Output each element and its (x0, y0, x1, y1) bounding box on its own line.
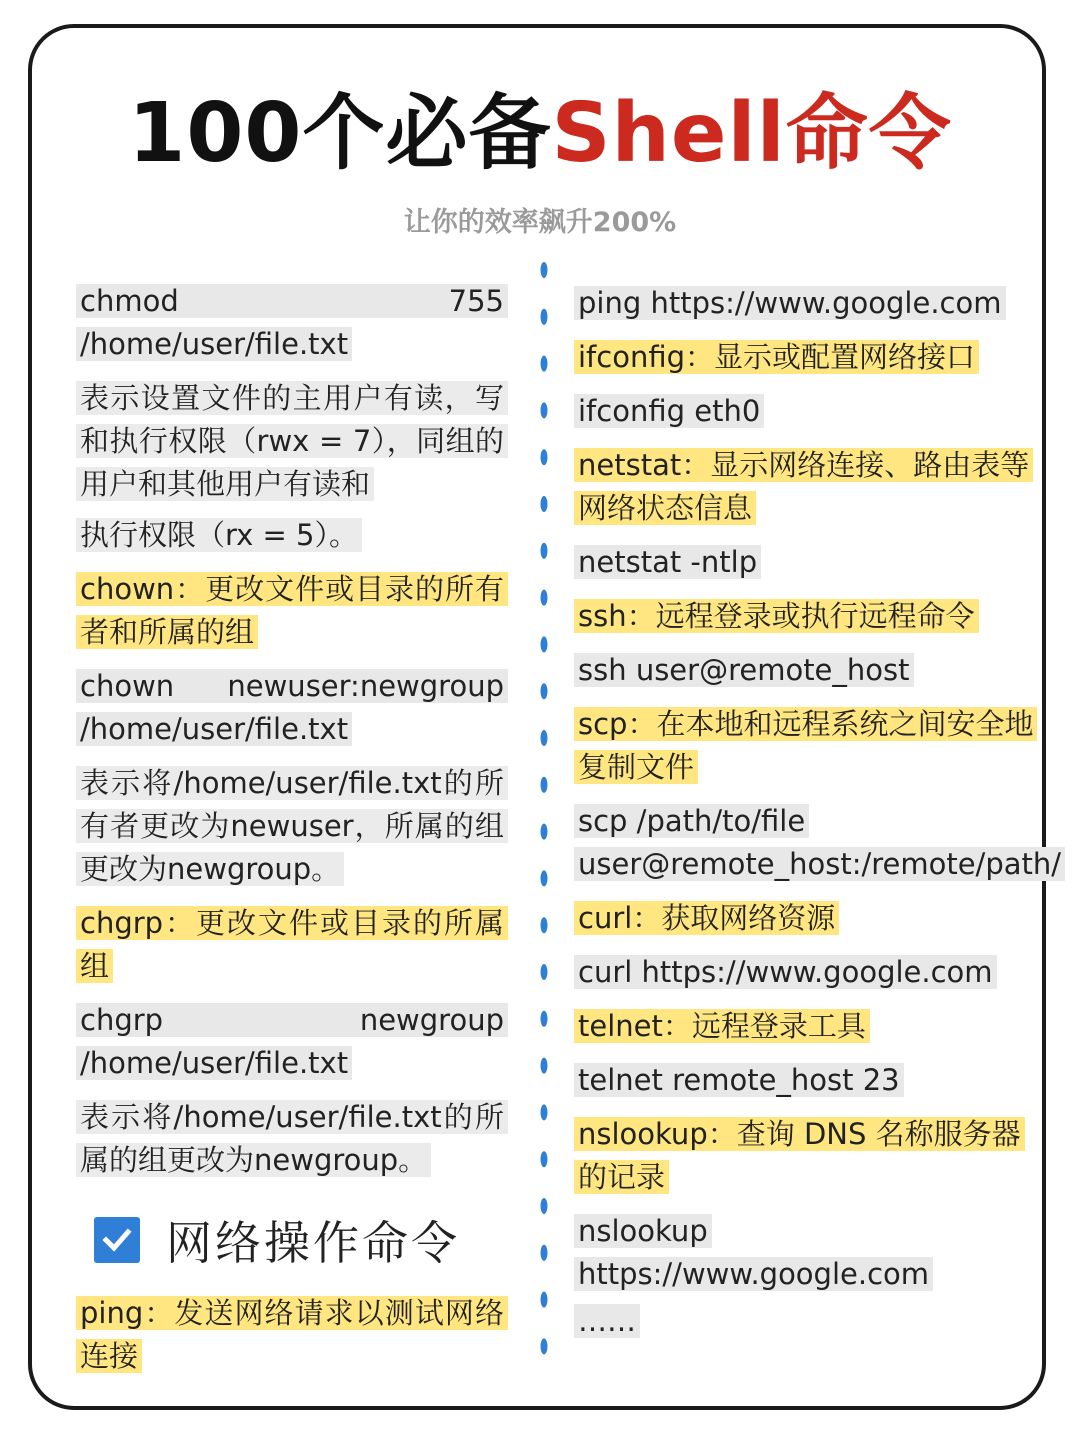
chgrp-description-text: 表示将/home/user/file.txt的所属的组更改为newgroup。 (76, 1100, 508, 1177)
ifconfig-definition (574, 336, 1034, 379)
telnet-definition (574, 1005, 1034, 1048)
title-part1: 100个必备 (128, 86, 552, 181)
ifconfig-command-text: ifconfig eth0 (574, 394, 764, 428)
divider-dot (541, 356, 548, 372)
divider-dot (541, 590, 548, 606)
ping-command (574, 282, 1034, 325)
curl-command (574, 951, 1034, 994)
chmod-description (76, 377, 508, 506)
netstat-definition (574, 444, 1034, 530)
divider-dot (541, 543, 548, 559)
divider-dot (541, 309, 548, 325)
nslookup-command-text: nslookup https://www.google.com (574, 1214, 933, 1291)
divider-dot (541, 1338, 548, 1354)
chmod-description-text-2: 执行权限（rx = 5）。 (76, 518, 362, 552)
nslookup-definition-text: nslookup：查询 DNS 名称服务器的记录 (574, 1117, 1025, 1194)
divider-dot (541, 1058, 548, 1074)
scp-definition (574, 703, 1034, 789)
divider-dot (541, 964, 548, 980)
chown-description-text: 表示将/home/user/file.txt的所有者更改为newuser，所属的组更改为newgroup。 (76, 766, 508, 886)
ping-definition (76, 1292, 508, 1378)
dotted-divider (538, 262, 550, 1402)
divider-dot (541, 262, 548, 278)
checkbox-checked-icon (94, 1217, 140, 1263)
ssh-command-text: ssh user@remote_host (574, 653, 914, 687)
netstat-definition-text: netstat：显示网络连接、路由表等网络状态信息 (574, 448, 1033, 525)
ping-command-text: ping https://www.google.com (574, 286, 1006, 320)
chown-definition-text: chown：更改文件或目录的所有者和所属的组 (76, 572, 508, 649)
divider-dot (541, 730, 548, 746)
divider-dot (541, 636, 548, 652)
title-part2: Shell命令 (551, 86, 952, 181)
ssh-command (574, 649, 1034, 692)
divider-dot (541, 870, 548, 886)
chmod-description-cont (76, 514, 508, 557)
chgrp-command-text: chgrp newgroup /home/user/file.txt (76, 1003, 508, 1080)
divider-dot (541, 402, 548, 418)
chmod-command-text: chmod 755 /home/user/file.txt (76, 284, 508, 361)
scp-definition-text: scp：在本地和远程系统之间安全地复制文件 (574, 707, 1037, 784)
telnet-command (574, 1059, 1034, 1102)
section-title: 网络操作命令 (166, 1216, 460, 1270)
nslookup-definition (574, 1113, 1034, 1199)
nslookup-command (574, 1210, 1034, 1296)
ellipsis-text: …… (574, 1304, 640, 1338)
divider-dot (541, 1245, 548, 1261)
chmod-description-text-1: 表示设置文件的主用户有读，写和执行权限（rwx = 7），同组的用户和其他用户有读和 (76, 381, 508, 501)
chown-description (76, 762, 508, 891)
divider-dot (541, 496, 548, 512)
divider-dot (541, 1151, 548, 1167)
ssh-definition (574, 595, 1034, 638)
ssh-definition-text: ssh：远程登录或执行远程命令 (574, 599, 979, 633)
chgrp-definition (76, 902, 508, 988)
section-network (94, 1208, 508, 1272)
scp-command (574, 800, 1062, 886)
divider-dot (541, 683, 548, 699)
divider-dot (541, 1292, 548, 1308)
netstat-command-text: netstat -ntlp (574, 545, 761, 579)
chgrp-description (76, 1096, 508, 1182)
ellipsis (574, 1300, 1034, 1343)
chown-definition (76, 568, 508, 654)
telnet-definition-text: telnet：远程登录工具 (574, 1009, 870, 1043)
divider-dot (541, 917, 548, 933)
divider-dot (541, 1198, 548, 1214)
curl-definition (574, 897, 1034, 940)
curl-command-text: curl https://www.google.com (574, 955, 997, 989)
ifconfig-definition-text: ifconfig：显示或配置网络接口 (574, 340, 979, 374)
left-column (76, 280, 508, 1389)
netstat-command (574, 541, 1034, 584)
right-column (574, 282, 1062, 1354)
curl-definition-text: curl：获取网络资源 (574, 901, 839, 935)
scp-command-text: scp /path/to/file user@remote_host:/remote/path/ (574, 804, 1065, 881)
chgrp-definition-text: chgrp：更改文件或目录的所属组 (76, 906, 508, 983)
chown-command-text: chown newuser:newgroup /home/user/file.txt (76, 669, 508, 746)
page-subtitle: 让你的效率飙升200% (403, 207, 677, 238)
chmod-command (76, 280, 508, 366)
ifconfig-command (574, 390, 1034, 433)
divider-dot (541, 449, 548, 465)
page-title (0, 84, 1080, 184)
ping-definition-text: ping：发送网络请求以测试网络连接 (76, 1296, 508, 1373)
chown-command (76, 665, 508, 751)
divider-dot (541, 1104, 548, 1120)
divider-dot (541, 824, 548, 840)
telnet-command-text: telnet remote_host 23 (574, 1063, 904, 1097)
chgrp-command (76, 999, 508, 1085)
divider-dot (541, 1011, 548, 1027)
divider-dot (541, 777, 548, 793)
